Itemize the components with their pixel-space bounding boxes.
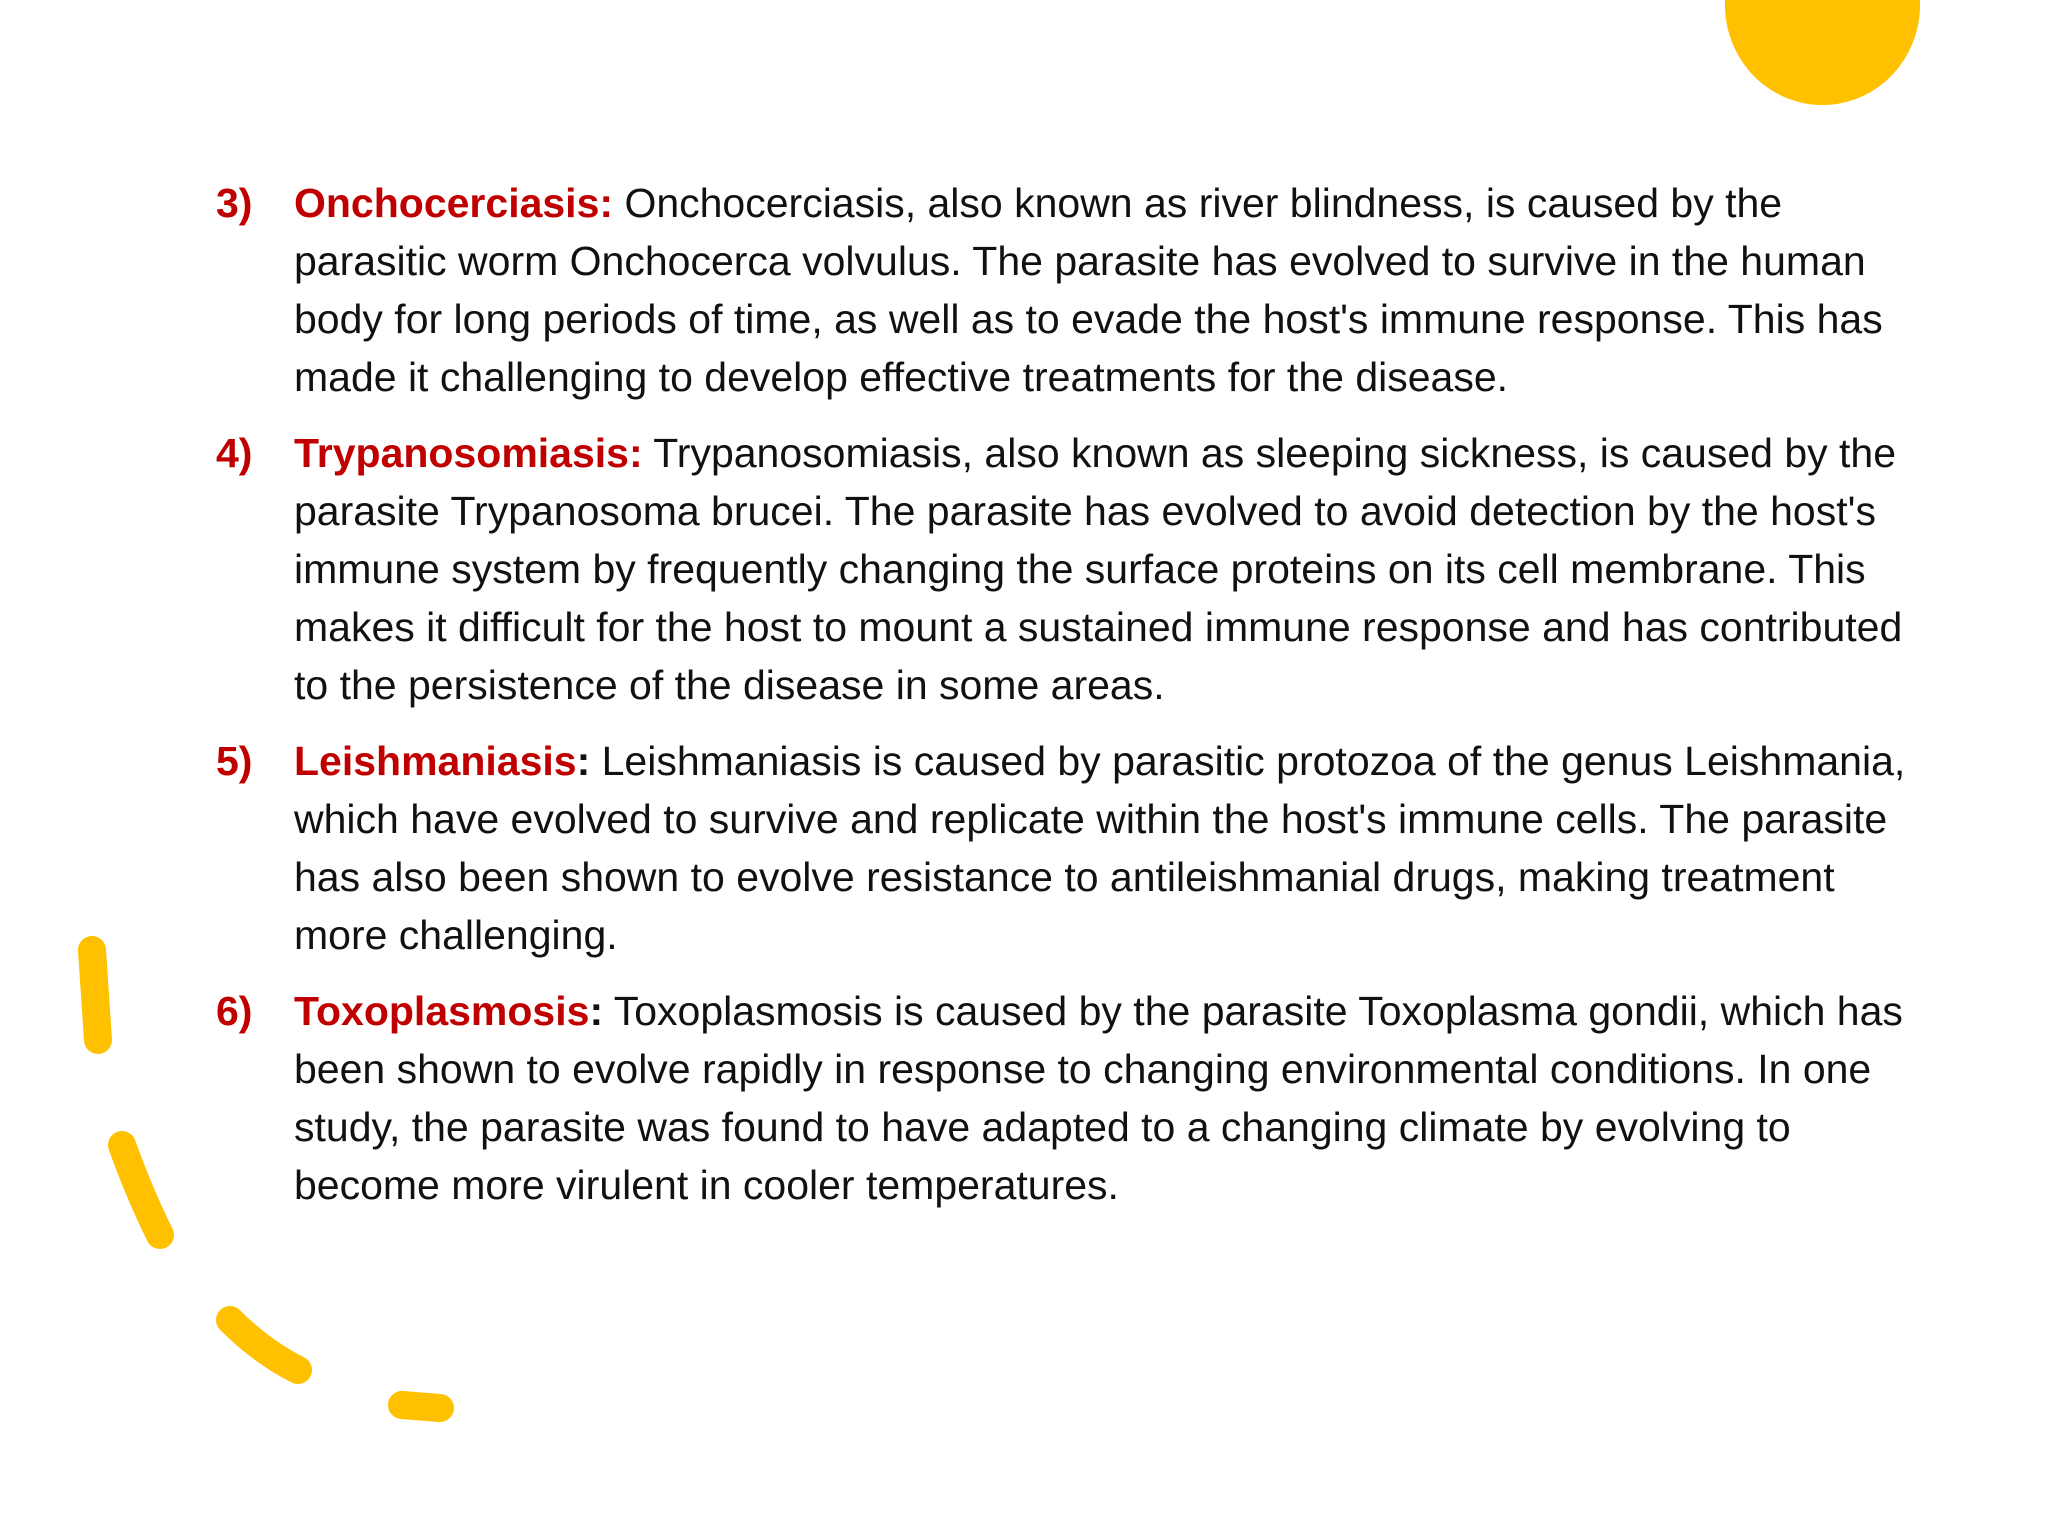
item-term: Leishmaniasis bbox=[294, 738, 577, 784]
item-body bbox=[294, 174, 1936, 406]
item-body bbox=[294, 982, 1936, 1214]
item-number: 6) bbox=[216, 988, 253, 1034]
item-description: Onchocerciasis, also known as river blindness, is caused by the parasitic worm Onchocerca volvulus. The parasite has evolved to survive in the human body for long periods of time, as well as to evade the host's immune response. This has made it challenging to develop effective treatments for the disease. bbox=[294, 180, 1883, 400]
item-colon: : bbox=[628, 430, 643, 476]
decorative-yellow-circle bbox=[1725, 0, 1920, 105]
dash-2 bbox=[122, 1145, 160, 1235]
dash-3 bbox=[230, 1320, 298, 1370]
item-description: Trypanosomiasis, also known as sleeping sickness, is caused by the parasite Trypanosoma brucei. The parasite has evolved to avoid detection by the host's immune system by frequently changing the surface proteins on its cell membrane. This makes it difficult for the host to mount a sustained immune response and has contributed to the persistence of the disease in some areas. bbox=[294, 430, 1903, 708]
list-item bbox=[216, 982, 1936, 1214]
list-item bbox=[216, 174, 1936, 406]
item-number: 3) bbox=[216, 180, 253, 226]
dash-1 bbox=[92, 950, 98, 1040]
list-item bbox=[216, 424, 1936, 714]
item-description: Toxoplasmosis is caused by the parasite Toxoplasma gondii, which has been shown to evolve rapidly in response to changing environmental conditions. In one study, the parasite was found to have adapted to a changing climate by evolving to become more virulent in cooler temperatures. bbox=[294, 988, 1903, 1208]
item-body bbox=[294, 424, 1936, 714]
item-number: 5) bbox=[216, 738, 253, 784]
item-description: Leishmaniasis is caused by parasitic protozoa of the genus Leishmania, which have evolved to survive and replicate within the host's immune cells. The parasite has also been shown to evolve resistance to antileishmanial drugs, making treatment more challenging. bbox=[294, 738, 1906, 958]
item-term: Onchocerciasis bbox=[294, 180, 600, 226]
item-colon: : bbox=[589, 988, 604, 1034]
item-body bbox=[294, 732, 1936, 964]
item-term: Trypanosomiasis bbox=[294, 430, 629, 476]
item-colon: : bbox=[576, 738, 591, 784]
item-number: 4) bbox=[216, 430, 253, 476]
item-term: Toxoplasmosis bbox=[294, 988, 590, 1034]
dash-4 bbox=[402, 1405, 440, 1408]
content-list bbox=[216, 174, 1936, 1232]
list-item bbox=[216, 732, 1936, 964]
item-colon: : bbox=[599, 180, 614, 226]
